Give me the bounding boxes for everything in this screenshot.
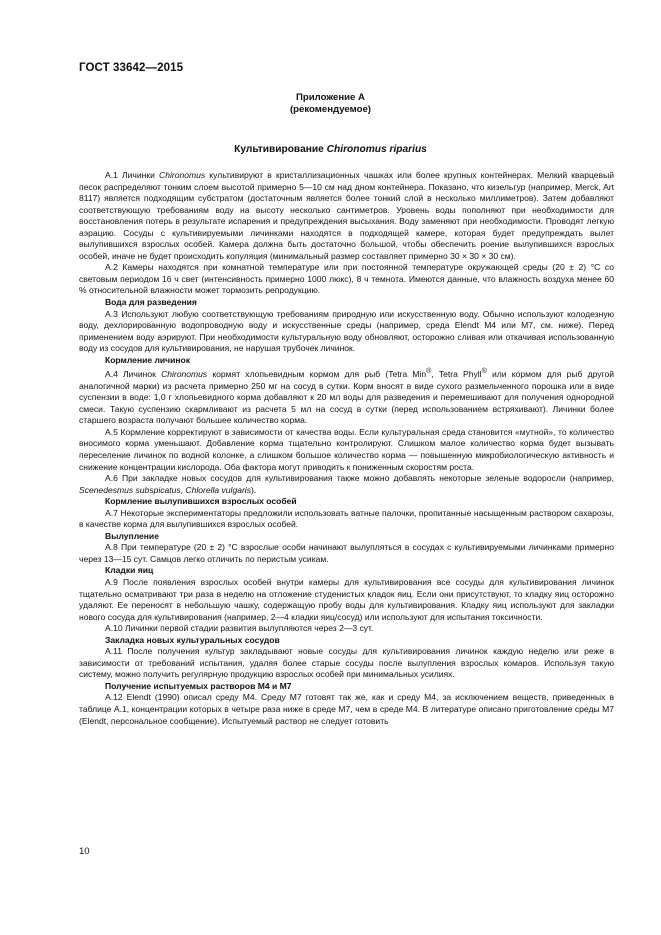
document-code: ГОСТ 33642—2015 (79, 62, 184, 74)
paragraph-a1 (79, 170, 614, 262)
paragraph-a2: А.2 Камеры находятся при комнатной температуре или при постоянной температуре окружающей среды (20 ± 2) °С со световым периодом 16 ч свет (интенсивность примерно 1000 люкс), 8 ч темнота. Имеются данные, что влажность воздуха менее 60 % относительной влажности может тормозить репродукцию. (79, 262, 614, 296)
text-run: культивируют в кристаллизационных чашках или более крупных контейнерах. Мелкий кварцевый песок распределяют тонким слоем высотой примерно 5—10 см над дном контейнера. Показано, что кизельгур (например, Merck, Art 8117) является подходящим субстратом (достаточным является более тонкий слой в несколько миллиметров). Затем добавляют соответствующую требованиям воду на высоту несколько сантиметров. Уровень воды пополняют при необходимости для восстановления потерь в результате испарения и предупреждения высыхания. Воду заменяют при необходимости. Проводят легкую аэрацию. Сосуды с культивируемыми личинками находятся в подходящей камере, которая будет предупреждать вылет вылупившихся взрослых особей. Камера должна быть достаточно большой, чтобы обеспечить роение вылупившихся взрослых особей, иначе не будет происходить копуляция (минимальный размер составляет примерно 30 × 30 × 30 см). (79, 170, 614, 261)
registered-mark: ® (481, 367, 487, 376)
paragraph-a12: А.12 Elendt (1990) описал среду М4. Среду М7 готовят так же, как и среду М4, за исключением веществ, приведенных в таблице А.1, концентрации которых в четыре раза ниже в среде М7, чем в среде М4. В литературе описано приготовление среды М7 (Elendt, персональное сообщение). Испытуемый раствор не следует готовить (79, 692, 614, 726)
appendix-heading (0, 92, 661, 116)
subheading-feeding-adults: Кормление вылупившихся взрослых особей (105, 496, 297, 507)
subheading-test-solutions: Получение испытуемых растворов М4 и М7 (105, 680, 292, 691)
appendix-subtitle: (рекомендуемое) (289, 104, 371, 115)
paragraph-a7: А.7 Некоторые экспериментаторы предложили использовать ватные палочки, пропитанные насыщенным раствором сахарозы, в качестве корма для вылупившихся взрослых особей. (79, 507, 614, 530)
subheading-emergence: Вылупление (105, 530, 159, 541)
text-run: , Tetra Phyll (431, 369, 482, 380)
paragraph-a4 (79, 366, 614, 427)
species-name: Chironomus (159, 170, 206, 180)
paragraph-a9: А.9 После появления взрослых особей внутри камеры для культивирования все сосуды для культивирования личинок тщательно осматривают три раза в неделю на отложение студенистых кладок яиц. Если они присутствуют, то кладку яиц осторожно удаляют. Ее переносят в небольшую чашку, содержащую пробу воды для культивирования. Кладку яиц используют для закладки нового сосуда для культивирования (например, 2—4 кладки яиц/сосуд) или используют для испытания токсичности. (79, 576, 614, 622)
subheading-feeding-larvae: Кормление личинок (105, 354, 191, 365)
species-name: Chironomus (161, 369, 208, 380)
subheading-water: Вода для разведения (105, 297, 197, 308)
appendix-title: Приложение А (296, 92, 365, 103)
subheading-egg-masses: Кладки яиц (105, 565, 154, 576)
text-run: А.4 Личинок (105, 369, 162, 380)
paragraph-a6 (79, 473, 614, 496)
section-title-species: Chironomus riparius (326, 144, 427, 155)
text-run: ). (250, 484, 257, 495)
text-run: или кормом для рыб другой аналогичной марки) из расчета примерно 250 мг на сосуд в сутки. Корм вносят в виде сухого размельченного порошка или в виде суспензии в воде: 1,0 г хлопьевидного корма добавляют к 20 мл воды для разведения и перемешивают для получения однородной смеси. Такую суспензию скармливают из расчета 5 мл на сосуд в сутки (перед использованием встряхивают). Личинки более старшего возраста получают большее количество корма. (79, 369, 614, 426)
paragraph-a11: А.11 После получения культур закладывают новые сосуды для культивирования личинок каждую неделю или реже в зависимости от требований испытания, удаляя более старые сосуды после вылупления взрослых комаров. Используя такую систему, можно получить регулярную продукцию взрослых особей при минимальных усилиях. (79, 646, 614, 680)
species-name: Chlorella vulgaris (185, 484, 251, 495)
paragraph-a5: А.5 Кормление корректируют в зависимости от качества воды. Если культуральная среда становится «мутной», то количество вносимого корма уменьшают. Добавление корма тщательно контролируют. Слишком малое количество корма будет вызывать переселение личинок по водной колонке, а слишком большое количество корма — повышенную микробиологическую активность и снижение концентрации кислорода. Оба фактора могут приводить к пониженным скоростям роста. (79, 426, 614, 472)
document-body (79, 170, 614, 727)
text-run: , (180, 484, 186, 495)
page-number: 10 (79, 846, 90, 857)
text-run: кормят хлопьевидным кормом для рыб (Tetra Min (207, 369, 427, 380)
text-run: А.1 Личинки (105, 170, 160, 180)
section-title (0, 144, 661, 155)
text-run: А.6 При закладке новых сосудов для культивирования также можно добавлять некоторые зеленые водоросли (например, (105, 473, 614, 484)
paragraph-a3: А.3 Используют любую соответствующую требованиям природную или искусственную воду. Обычно используют колодезную воду, дехлорированную водопроводную воду и искусственные среды (например, среда Elendt M4 или M7, см. ниже). Перед применением воду аэрируют. При необходимости культуральную воду обновляют, осторожно сливая или откачивая использованную воду из сосудов для культивирования, не нарушая трубочек личинок. (79, 308, 614, 354)
section-title-prefix: Культивирование (234, 144, 327, 155)
species-name: Scenedesmus subspicatus (79, 484, 181, 495)
registered-mark: ® (426, 367, 432, 376)
subheading-new-cultures: Закладка новых культуральных сосудов (105, 634, 280, 645)
paragraph-a10: А.10 Личинки первой стадии развития вылупляются через 2—3 сут. (105, 623, 374, 634)
paragraph-a8: А.8 При температуре (20 ± 2) °С взрослые особи начинают вылупляться в сосудах с культивируемыми личинками примерно через 13—15 сут. Самцов легко отличить по перистым усикам. (79, 542, 614, 564)
